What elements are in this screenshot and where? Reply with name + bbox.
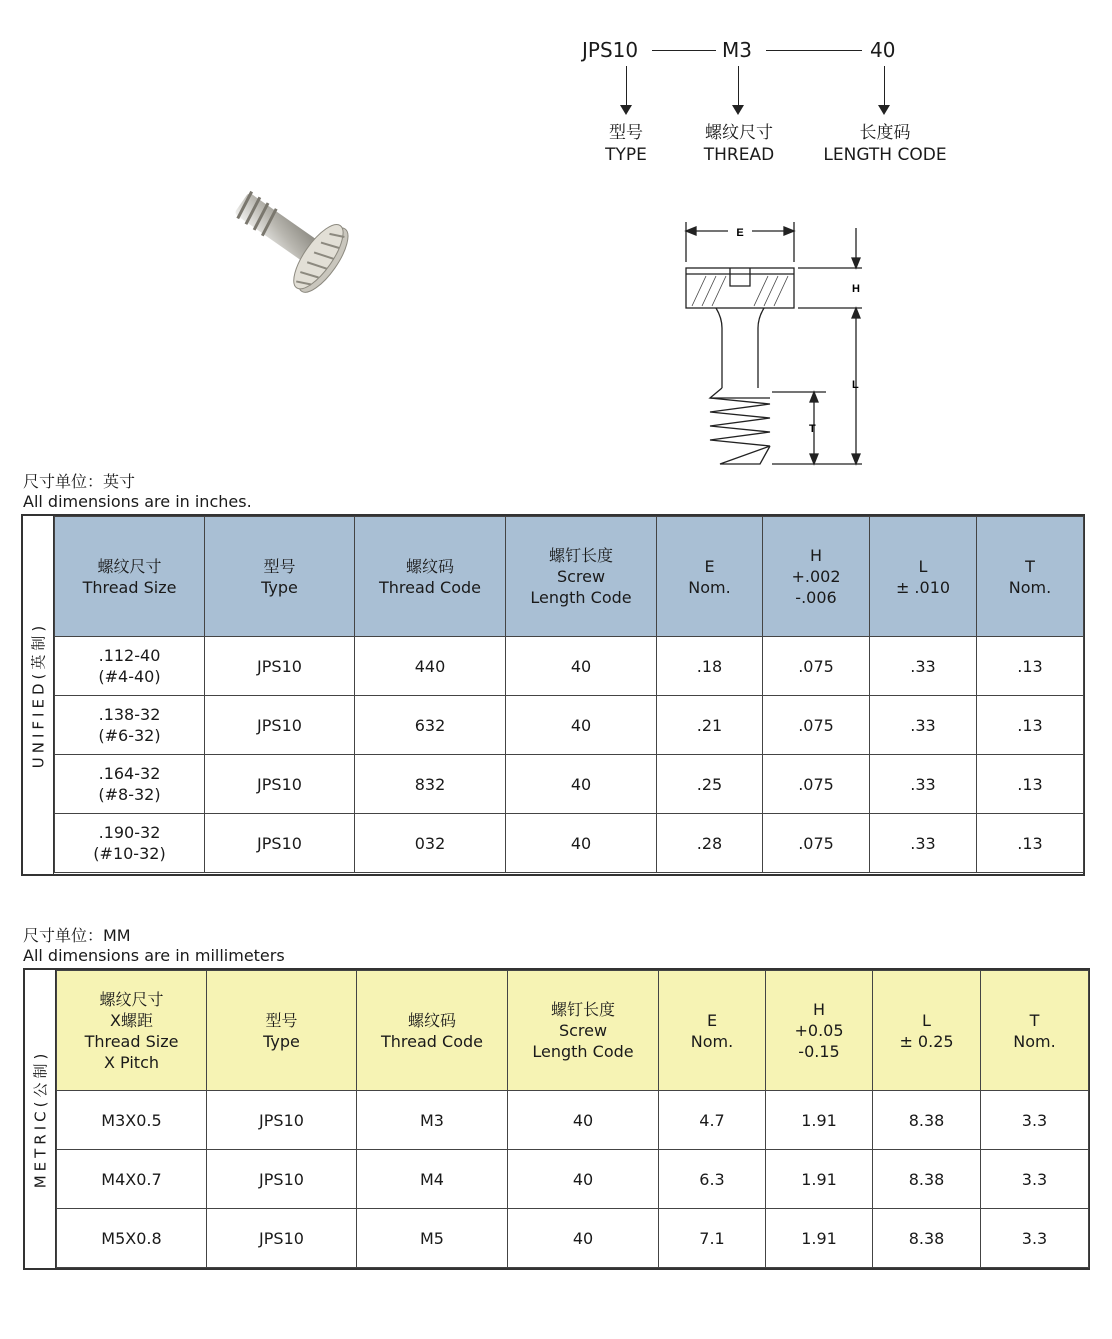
thread-caption-en: THREAD [703, 145, 775, 165]
length-code-cell: 40 [506, 814, 657, 873]
length-code-cell: 40 [508, 1150, 659, 1209]
table-row [55, 637, 1084, 696]
type-cell: JPS10 [207, 1150, 357, 1209]
code-thread: M3 [722, 38, 752, 62]
t-cell: .13 [977, 814, 1084, 873]
code-connector [766, 50, 862, 51]
arrow-down-icon [738, 66, 739, 106]
h-cell: .075 [763, 814, 870, 873]
mm-units-note [23, 926, 285, 966]
unified-side-label: UNIFIED(英制) [23, 516, 54, 874]
type-cell: JPS10 [205, 696, 355, 755]
mm-units-cn: 尺寸单位：MM [23, 926, 131, 945]
screw-photo [210, 148, 390, 308]
header-l: L ± 0.25 [873, 971, 981, 1091]
header-length-code: 螺钉长度 Screw Length Code [508, 971, 659, 1091]
l-cell: 8.38 [873, 1209, 981, 1268]
table-row [57, 1091, 1089, 1150]
code-type: JPS10 [582, 38, 639, 62]
thread-caption [684, 122, 794, 166]
inch-dimension-table [21, 514, 1085, 876]
length-caption-cn: 长度码 [859, 123, 911, 143]
h-cell: .075 [763, 755, 870, 814]
thread-code-cell: 832 [355, 755, 506, 814]
thread-code-cell: 032 [355, 814, 506, 873]
header-type: 型号 Type [207, 971, 357, 1091]
length-code-cell: 40 [506, 696, 657, 755]
length-caption [810, 122, 960, 166]
type-cell: JPS10 [207, 1091, 357, 1150]
header-thread-size: 螺纹尺寸 X螺距 Thread Size X Pitch [57, 971, 207, 1091]
length-code-cell: 40 [508, 1209, 659, 1268]
dimension-e-label: E [736, 227, 744, 239]
h-cell: .075 [763, 696, 870, 755]
header-h: H +0.05 -0.15 [766, 971, 873, 1091]
t-cell: 3.3 [981, 1091, 1089, 1150]
l-cell: .33 [870, 696, 977, 755]
arrow-down-icon [626, 66, 627, 106]
arrow-down-icon [884, 66, 885, 106]
header-thread-size: 螺纹尺寸 Thread Size [55, 517, 205, 637]
mm-units-en: All dimensions are in millimeters [23, 946, 285, 965]
l-cell: .33 [870, 755, 977, 814]
l-cell: .33 [870, 637, 977, 696]
table-row [57, 1150, 1089, 1209]
thread-caption-cn: 螺纹尺寸 [705, 123, 773, 143]
mm-dimension-table [23, 968, 1090, 1270]
t-cell: .13 [977, 696, 1084, 755]
thread-code-cell: M4 [357, 1150, 508, 1209]
header-type: 型号 Type [205, 517, 355, 637]
mm-table-grid [56, 970, 1089, 1268]
mm-header-row [57, 971, 1089, 1091]
header-t: T Nom. [977, 517, 1084, 637]
table-row [55, 814, 1084, 873]
header-t: T Nom. [981, 971, 1089, 1091]
inch-header-row [55, 517, 1084, 637]
h-cell: 1.91 [766, 1150, 873, 1209]
screw-dimension-drawing [672, 218, 882, 478]
table-row [55, 755, 1084, 814]
type-cell: JPS10 [205, 755, 355, 814]
header-e: E Nom. [659, 971, 766, 1091]
thread-size-cell: .190-32 (#10-32) [55, 814, 205, 873]
header-thread-code: 螺纹码 Thread Code [355, 517, 506, 637]
thread-size-cell: M5X0.8 [57, 1209, 207, 1268]
dimension-t-label: T [809, 423, 816, 435]
l-cell: .33 [870, 814, 977, 873]
thread-code-cell: M3 [357, 1091, 508, 1150]
type-cell: JPS10 [205, 637, 355, 696]
thread-code-cell: 632 [355, 696, 506, 755]
inch-units-en: All dimensions are in inches. [23, 492, 252, 511]
type-cell: JPS10 [205, 814, 355, 873]
inch-units-note [23, 472, 252, 512]
e-cell: 7.1 [659, 1209, 766, 1268]
header-e: E Nom. [657, 517, 763, 637]
header-l: L ± .010 [870, 517, 977, 637]
table-row [55, 696, 1084, 755]
t-cell: .13 [977, 637, 1084, 696]
header-length-code: 螺钉长度 Screw Length Code [506, 517, 657, 637]
thread-size-cell: .164-32 (#8-32) [55, 755, 205, 814]
h-cell: 1.91 [766, 1209, 873, 1268]
type-caption-en: TYPE [605, 145, 647, 165]
thread-size-cell: .138-32 (#6-32) [55, 696, 205, 755]
dimension-l-label: L [852, 379, 859, 391]
e-cell: .18 [657, 637, 763, 696]
thread-code-cell: 440 [355, 637, 506, 696]
table-row [57, 1209, 1089, 1268]
metric-side-label: METRIC(公制) [25, 970, 56, 1268]
e-cell: 4.7 [659, 1091, 766, 1150]
inch-units-cn: 尺寸单位：英寸 [23, 472, 136, 491]
dimension-h-label: H [852, 283, 860, 295]
code-length: 40 [870, 38, 896, 62]
t-cell: 3.3 [981, 1209, 1089, 1268]
h-cell: .075 [763, 637, 870, 696]
e-cell: 6.3 [659, 1150, 766, 1209]
type-caption-cn: 型号 [609, 123, 643, 143]
length-caption-en: LENGTH CODE [823, 145, 947, 165]
t-cell: 3.3 [981, 1150, 1089, 1209]
e-cell: .28 [657, 814, 763, 873]
inch-table-grid [54, 516, 1084, 873]
e-cell: .21 [657, 696, 763, 755]
e-cell: .25 [657, 755, 763, 814]
length-code-cell: 40 [506, 637, 657, 696]
length-code-cell: 40 [506, 755, 657, 814]
thread-code-cell: M5 [357, 1209, 508, 1268]
thread-size-cell: M4X0.7 [57, 1150, 207, 1209]
l-cell: 8.38 [873, 1150, 981, 1209]
thread-size-cell: .112-40 (#4-40) [55, 637, 205, 696]
type-cell: JPS10 [207, 1209, 357, 1268]
header-h: H +.002 -.006 [763, 517, 870, 637]
header-thread-code: 螺纹码 Thread Code [357, 971, 508, 1091]
code-connector [652, 50, 716, 51]
type-caption [576, 122, 676, 166]
t-cell: .13 [977, 755, 1084, 814]
h-cell: 1.91 [766, 1091, 873, 1150]
length-code-cell: 40 [508, 1091, 659, 1150]
thread-size-cell: M3X0.5 [57, 1091, 207, 1150]
l-cell: 8.38 [873, 1091, 981, 1150]
